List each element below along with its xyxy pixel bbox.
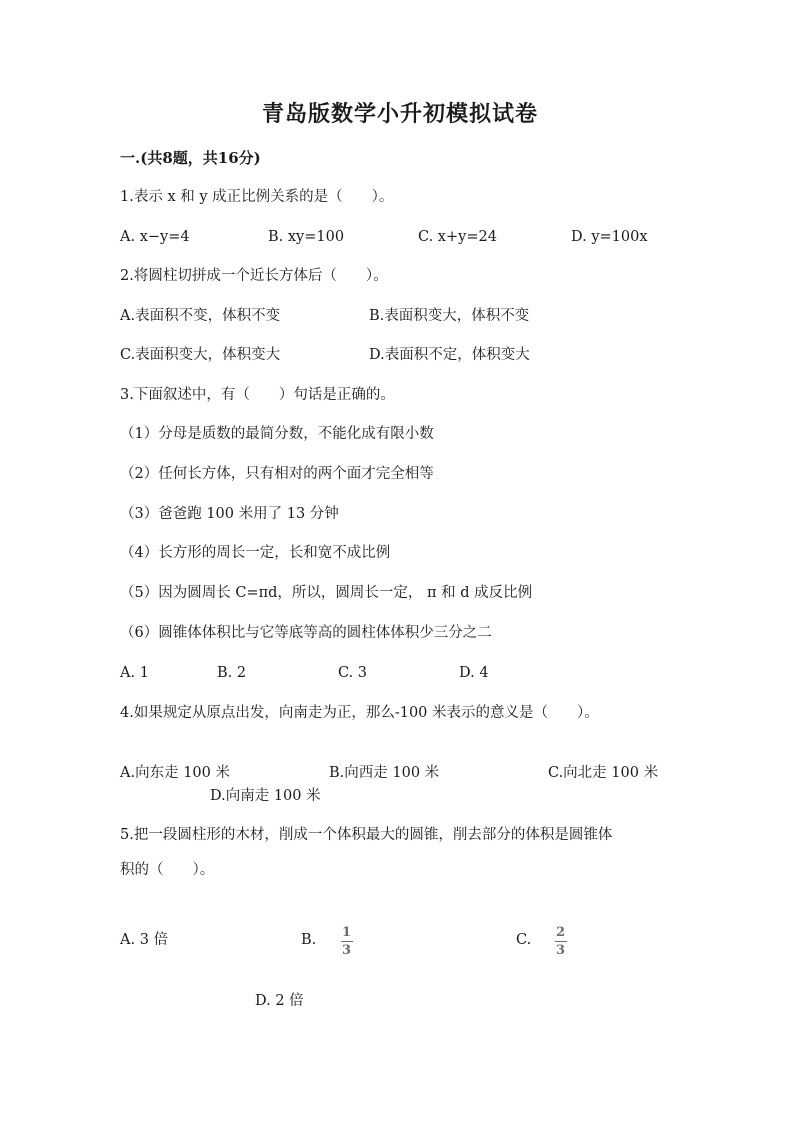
section-header: 一.(共8题，共16分) <box>120 149 261 167</box>
question-4-stem: 4.如果规定从原点出发，向南走为正，那么-100 米表示的意义是（ ）。 <box>120 705 599 721</box>
page-title: 青岛版数学小升初模拟试卷 <box>261 101 538 127</box>
question-1-option-c[interactable]: C. x+y=24 <box>418 229 497 245</box>
question-3-option-b[interactable]: B. 2 <box>217 665 247 681</box>
question-3-option-c[interactable]: C. 3 <box>338 665 368 681</box>
question-2-option-c[interactable]: C.表面积变大，体积变大 <box>120 347 281 363</box>
question-3-stem: 3.下面叙述中，有（ ）句话是正确的。 <box>120 387 395 403</box>
question-2-option-a[interactable]: A.表面积不变，体积不变 <box>120 308 281 324</box>
question-5-stem-continued: 积的（ ）。 <box>120 862 215 878</box>
question-5-option-b-fraction[interactable] <box>340 926 353 957</box>
question-4-option-c[interactable]: C.向北走 100 米 <box>548 765 659 781</box>
question-5-stem: 5.把一段圆柱形的木材，削成一个体积最大的圆锥，削去部分的体积是圆锥体 <box>120 827 613 843</box>
question-3-statement: （1）分母是质数的最简分数，不能化成有限小数 <box>120 426 434 442</box>
fraction-denominator: 3 <box>556 943 566 958</box>
question-1-option-b[interactable]: B. xy=100 <box>268 229 345 245</box>
question-3-statement: （4）长方形的周长一定，长和宽不成比例 <box>120 545 391 561</box>
question-1-option-a[interactable]: A. x−y=4 <box>120 229 190 245</box>
question-4-option-a[interactable]: A.向东走 100 米 <box>120 765 230 781</box>
fraction-denominator: 3 <box>342 943 352 958</box>
question-3-statement: （5）因为圆周长 C=πd，所以，圆周长一定， π 和 d 成反比例 <box>120 585 533 601</box>
question-3-option-a[interactable]: A. 1 <box>120 665 149 681</box>
question-5-option-c-fraction[interactable] <box>554 926 567 957</box>
question-2-option-d[interactable]: D.表面积不定，体积变大 <box>369 347 530 363</box>
question-3-option-d[interactable]: D. 4 <box>459 665 489 681</box>
question-4-option-b[interactable]: B.向西走 100 米 <box>329 765 440 781</box>
question-5-option-c-label[interactable]: C. <box>516 932 532 948</box>
question-5-option-a[interactable]: A. 3 倍 <box>120 932 169 948</box>
question-1-stem: 1.表示 x 和 y 成正比例关系的是（ ）。 <box>120 189 394 205</box>
fraction-numerator: 2 <box>556 925 566 940</box>
question-2-stem: 2.将圆柱切拼成一个近长方体后（ ）。 <box>120 268 388 284</box>
fraction-numerator: 1 <box>342 925 352 940</box>
question-4-option-d[interactable]: D.向南走 100 米 <box>210 788 321 804</box>
question-3-statement: （2）任何长方体，只有相对的两个面才完全相等 <box>120 466 434 482</box>
question-5-option-b-label[interactable]: B. <box>301 932 317 948</box>
question-5-option-d[interactable]: D. 2 倍 <box>255 993 304 1009</box>
question-3-statement: （6）圆锥体体积比与它等底等高的圆柱体体积少三分之二 <box>120 625 492 641</box>
question-2-option-b[interactable]: B.表面积变大，体积不变 <box>369 308 530 324</box>
question-3-statement: （3）爸爸跑 100 米用了 13 分钟 <box>120 506 339 522</box>
question-1-option-d[interactable]: D. y=100x <box>571 229 648 245</box>
